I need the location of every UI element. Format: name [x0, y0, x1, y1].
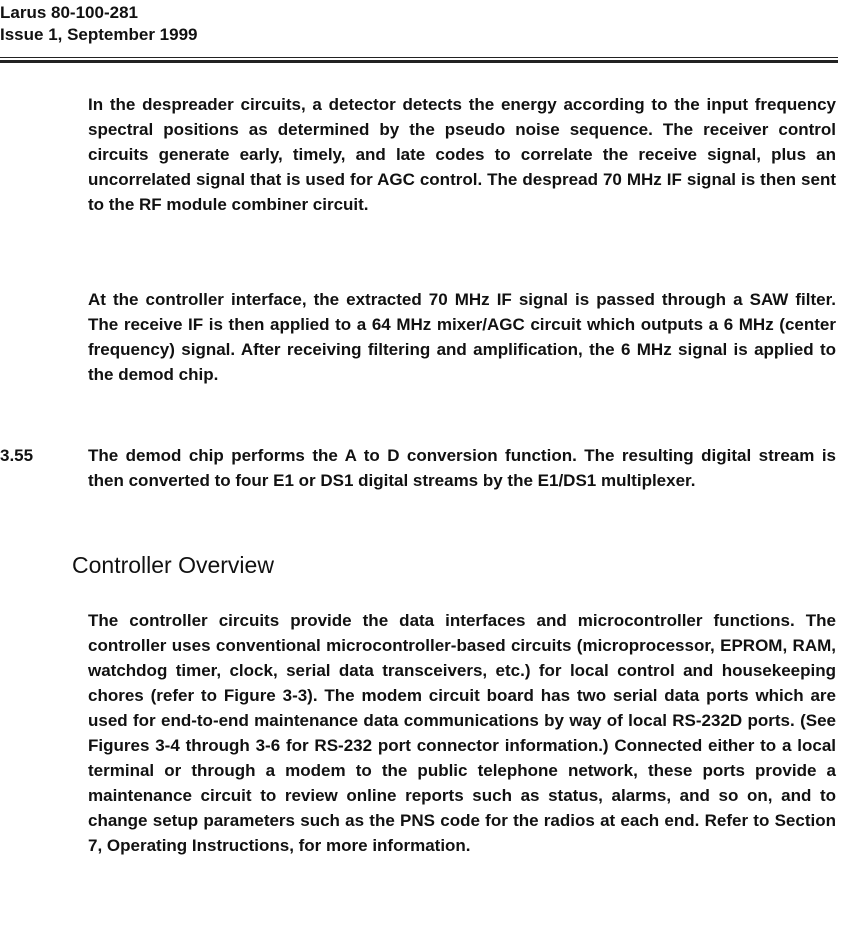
header-rule-thin [0, 57, 838, 58]
section-heading: Controller Overview [72, 552, 274, 578]
paragraph-number: 3.55 [0, 446, 34, 465]
doc-number: Larus 80-100-281 [0, 3, 138, 22]
paragraph-despreader: In the despreader circuits, a detector detects the energy according to the input frequency spectral positions as determined by the pseudo noise sequence. The receiver control circuits generate early, timely, and late codes to correlate the receive signal, plus an uncorrelated signal that is used for AGC control. The despread 70 MHz IF signal is then sent to the RF module combiner circuit. [88, 95, 836, 214]
paragraph-controller-overview: The controller circuits provide the data interfaces and microcontroller functions. The controller uses conventional microcontroller-based circuits (microprocessor, EPROM, RAM, watchdog timer, clock, serial data transceivers, etc.) for local control and housekeeping chores (refer to Figure 3-3). The modem circuit board has two serial data ports which are used for end-to-end maintenance data communications by way of local RS-232D ports. (See Figures 3-4 through 3-6 for RS-232 port connector information.) Connected either to a local terminal or through a modem to the public telephone network, these ports provide a maintenance circuit to review online reports such as status, alarms, and so on, and to change setup parameters such as the PNS code for the radios at each end. Refer to Section 7, Operating Instructions, for more information. [88, 611, 836, 855]
paragraph-demod-chip: The demod chip performs the A to D conversion function. The resulting digital stream is then converted to four E1 or DS1 digital streams by the E1/DS1 multiplexer. [88, 446, 836, 490]
header-rule-thick [0, 60, 838, 63]
page-header [0, 2, 198, 46]
paragraph-controller-interface: At the controller interface, the extracted 70 MHz IF signal is passed through a SAW filter. The receive IF is then applied to a 64 MHz mixer/AGC circuit which outputs a 6 MHz (center frequency) signal. After receiving filtering and amplification, the 6 MHz signal is applied to the demod chip. [88, 290, 836, 384]
issue-date: Issue 1, September 1999 [0, 25, 198, 44]
